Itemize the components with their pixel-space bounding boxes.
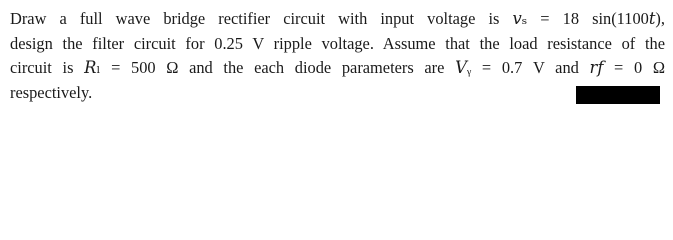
redaction-box — [576, 86, 660, 104]
problem-line-2: design the filter circuit for 0.25 V ripple voltage. Assume that the load resistance of the — [10, 33, 665, 53]
problem-statement — [10, 7, 665, 105]
problem-line-3: circuit is 𝑅ₗ = 500 Ω and the each diode parameters are 𝑉ᵧ = 0.7 V and 𝑟𝑓 = 0 Ω — [10, 58, 665, 77]
problem-line-1: Draw a full wave bridge rectifier circuit with input voltage is 𝑣ₛ = 18 sin(1100𝑡), — [10, 9, 665, 28]
problem-line-4: respectively. — [10, 82, 93, 102]
